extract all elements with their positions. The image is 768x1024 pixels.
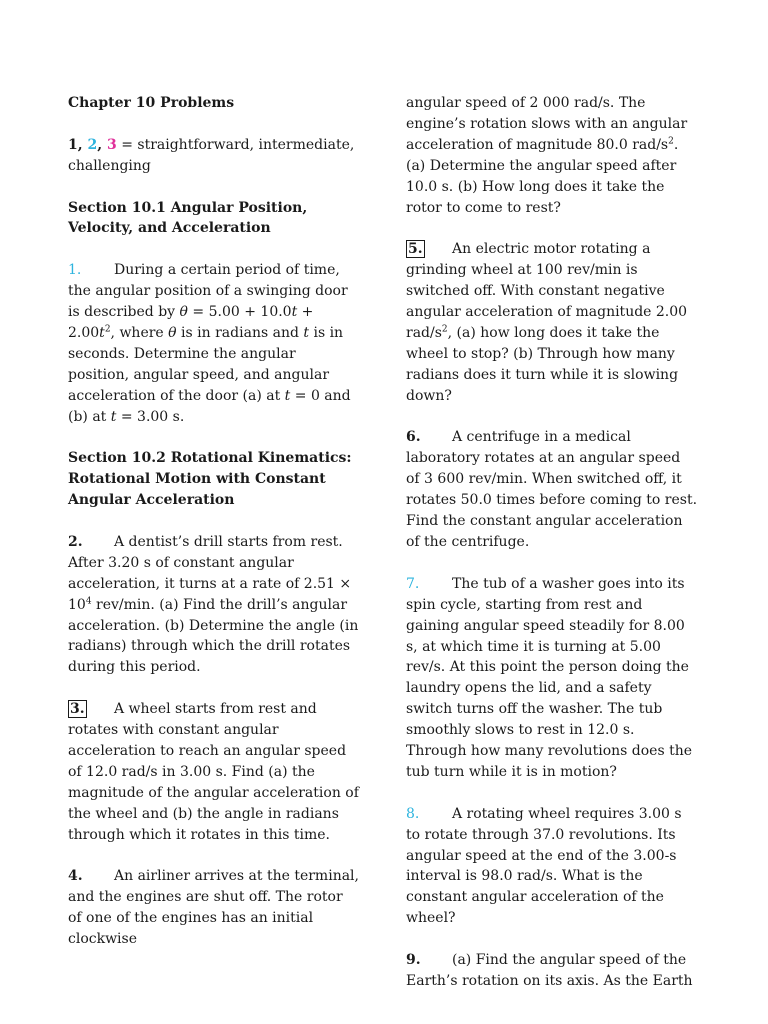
problem-2: 2. A dentist’s drill starts from rest. After 3.20 s of constant angular acceleration, it turns at a rate of $2.51 \times 10^4$ rev/min. (a) Find the drill’s angular acceleration. (b) Determine the angle (in radians) through which the drill rotates during this period. [68,533,359,676]
problem-4-continued: angular speed of 2 000 rad/s. The engine’s rotation slows with an angular acceleration of magnitude 80.0 rad/$s^2$. (a) Determine the angular speed after 10.0 s. (b) How long does it take the rotor to come to rest? [406,95,688,216]
section-heading-10-1: Section 10.1 Angular Position, Velocity, and Acceleration [68,199,308,237]
difficulty-legend: 1, 2, 3 = straightforward, intermediate, challenging [68,136,355,174]
problem-number: 7. [406,575,420,592]
problem-number: 8. [406,805,420,822]
section-heading-10-2: Section 10.2 Rotational Kinematics: Rotational Motion with Constant Angular Acceleration [68,450,352,509]
problem-4: 4. An airliner arrives at the terminal, and the engines are shut off. The rotor of one of the engines has an initial clockwise [68,868,359,948]
legend-challenging: 3 [107,136,117,153]
problem-1: 1. During a certain period of time, the angular position of a swinging door is described by $\theta = 5.00 + 10.0t + 2.00t^2$, where θ is in radians and t is in seconds. Determine the angular position, angular speed, and angular acceleration of the door (a) at t = 0 and (b) at t = 3.00 s. [68,262,351,425]
legend-straightforward: 1 [68,136,78,153]
problem-number: 4. [68,868,83,885]
problem-number: 1. [68,262,82,279]
problem-number: 9. [406,952,421,969]
problem-number: 6. [406,429,421,446]
problem-number: 2. [68,533,83,550]
problem-7: 7. The tub of a washer goes into its spin cycle, starting from rest and gaining angular speed steadily for 8.00 s, at which time it is turning at 5.00 rev/s. At this point the person doing the laundry opens the lid, and a safety switch turns off the washer. The tub smoothly slows to rest in 12.0 s. Through how many revolutions does the tub turn while it is in motion? [406,575,693,780]
legend-text: = straightforward, intermediate, challenging [68,136,355,174]
problem-3: 3. A wheel starts from rest and rotates with constant angular acceleration to reach an angular speed of 12.0 rad/s in 3.00 s. Find (a) the magnitude of the angular acceleration of the wheel and (b) the angle in radians through which it rotates in this time. [68,701,359,843]
problem-9: 9. (a) Find the angular speed of the Earth’s rotation on its axis. As the Earth [406,952,693,989]
problem-5: 5. An electric motor rotating a grinding wheel at 100 rev/min is switched off. With constant negative angular acceleration of magnitude 2.00 rad/$s^2$, (a) how long does it take the wheel to stop? (b) Through how many radians does it turn while it is slowing down? [406,241,688,404]
problem-6: 6. A centrifuge in a medical laboratory rotates at an angular speed of 3 600 rev/min. When switched off, it rotates 50.0 times before coming to rest. Find the constant angular acceleration of the centrifuge. [406,429,698,550]
problem-number-boxed: 5. [408,241,423,258]
problem-number-boxed: 3. [70,701,85,718]
right-column [406,93,698,1013]
legend-intermediate: 2 [87,136,98,153]
chapter-title: Chapter 10 Problems [68,95,235,111]
left-column [68,93,360,971]
problem-8: 8. A rotating wheel requires 3.00 s to rotate through 37.0 revolutions. Its angular speed at the end of the 3.00-s interval is 98.0 rad/s. What is the constant angular acceleration of the wheel? [406,805,682,927]
